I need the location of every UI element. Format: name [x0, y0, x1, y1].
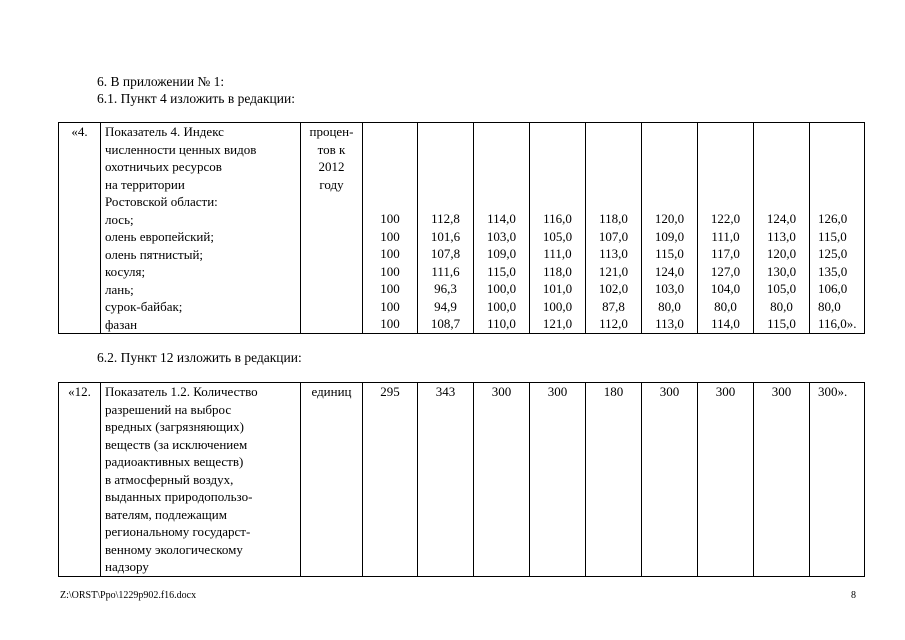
label-line: на территории: [105, 176, 185, 192]
value-text: 80,0: [658, 298, 681, 314]
value-column: [698, 123, 754, 334]
value-text: 100: [380, 228, 400, 244]
value-text: 100,0: [486, 298, 517, 314]
value-text: 87,8: [602, 298, 625, 314]
value-text: 105,0: [542, 228, 573, 244]
label-line: надзору: [105, 559, 149, 574]
value-text: 300».: [818, 384, 848, 399]
value-text: 111,0: [543, 246, 572, 261]
value-text: 295: [380, 384, 400, 399]
value-text: 180: [603, 384, 624, 399]
label-line: лань;: [105, 281, 134, 297]
value-text: 115,0: [818, 228, 847, 244]
value-cell: [642, 383, 698, 577]
value-cell: [698, 383, 754, 577]
value-block: [754, 123, 809, 333]
row-index-text: «12.: [68, 384, 91, 399]
value-text: 114,0: [487, 211, 516, 226]
value-text: 110,0: [487, 316, 516, 331]
value-text: 113,0: [655, 316, 684, 331]
value-text: 80,0: [714, 298, 737, 314]
value-text: 105,0: [766, 281, 797, 296]
value-text: 115,0: [487, 263, 516, 279]
value-text: 124,0: [766, 211, 797, 226]
value-text: 343: [435, 384, 456, 399]
value-text: 100: [380, 263, 400, 279]
value-column: [363, 123, 418, 334]
value-text: 114,0: [711, 316, 740, 331]
label-line: разрешений на выброс: [105, 401, 232, 417]
value-text: 113,0: [599, 246, 628, 261]
value-text: 127,0: [710, 263, 741, 279]
label-line: вредных (загрязняющих): [105, 419, 244, 434]
value-text: 96,3: [434, 281, 457, 296]
label-line: олень европейский;: [105, 229, 214, 244]
unit-cell: [301, 123, 363, 334]
value-column: [474, 123, 530, 334]
label-line: радиоактивных веществ): [105, 454, 244, 469]
unit-line: году: [319, 176, 344, 192]
value-block: [698, 123, 753, 333]
value-column: [754, 123, 810, 334]
value-text: 94,9: [434, 298, 457, 314]
value-text: 111,0: [711, 228, 740, 244]
value-cell: [363, 383, 418, 577]
table-row: [59, 123, 865, 334]
value-text: 101,0: [542, 281, 573, 296]
value-text: 100,0: [486, 281, 517, 296]
value-text: 108,7: [430, 316, 461, 331]
value-text: 100: [380, 298, 400, 314]
subsection-heading-6-1: 6.1. Пункт 4 изложить в редакции:: [97, 91, 295, 106]
value-text: 122,0: [710, 211, 741, 226]
value-text: 109,0: [654, 228, 685, 244]
value-text: 121,0: [542, 316, 573, 331]
value-block: [586, 123, 641, 333]
value-block: [818, 123, 864, 333]
value-text: 117,0: [711, 246, 740, 261]
value-text: 102,0: [598, 281, 629, 296]
unit-line: тов к: [317, 141, 346, 157]
value-text: 100: [380, 211, 400, 226]
value-column: [530, 123, 586, 334]
label-line: олень пятнистый;: [105, 246, 204, 262]
label-line: сурок-байбак;: [105, 299, 183, 314]
label-line: веществ (за исключением: [105, 436, 248, 452]
value-text: 107,0: [598, 228, 629, 244]
value-text: 120,0: [766, 246, 797, 261]
value-cell: [418, 383, 474, 577]
label-line: выданных природопользо-: [105, 489, 253, 504]
value-text: 104,0: [710, 281, 741, 296]
value-text: 100: [380, 246, 400, 261]
value-block: [363, 123, 417, 333]
value-text: 120,0: [654, 211, 685, 226]
value-text: 135,0: [818, 263, 848, 279]
value-text: 300: [491, 384, 512, 399]
value-text: 107,8: [430, 246, 461, 261]
label-line: охотничьих ресурсов: [105, 159, 222, 174]
footer-page-number: 8: [851, 590, 856, 601]
label-line: региональному государст-: [105, 524, 251, 539]
unit-line: процен-: [309, 124, 354, 139]
value-cell: [474, 383, 530, 577]
label-line: Показатель 4. Индекс: [105, 124, 224, 139]
section-heading: 6. В приложении № 1:: [97, 74, 225, 89]
value-text: 300: [771, 384, 792, 399]
value-text: 100: [380, 281, 400, 296]
label-line: Ростовской области:: [105, 194, 218, 209]
value-text: 101,6: [430, 228, 461, 244]
unit-line: 2012: [318, 159, 345, 174]
table-item-12: [58, 382, 865, 577]
value-cell: [586, 383, 642, 577]
value-text: 80,0: [818, 298, 841, 314]
label-line: численности ценных видов: [105, 141, 257, 157]
value-text: 118,0: [599, 211, 628, 226]
value-block: [418, 123, 473, 333]
footer-file-path: Z:\ORST\Ppo\1229p902.f16.docx: [60, 590, 197, 601]
label-line: фазан: [105, 316, 138, 332]
unit-cell: [301, 383, 363, 577]
value-text: 124,0: [654, 263, 685, 279]
value-text: 118,0: [543, 263, 572, 279]
unit-text: единиц: [311, 384, 352, 399]
row-index: [59, 383, 101, 577]
subsection-heading-6-2: 6.2. Пункт 12 изложить в редакции:: [97, 350, 302, 365]
table-item-4: [58, 122, 865, 334]
label-line: вателям, подлежащим: [105, 506, 227, 522]
value-text: 109,0: [486, 246, 517, 261]
value-text: 113,0: [767, 228, 796, 244]
value-text: 112,0: [599, 316, 628, 331]
row-index-text: «4.: [71, 124, 88, 139]
value-column: [586, 123, 642, 334]
value-block: [530, 123, 585, 333]
value-text: 100: [380, 316, 400, 331]
value-column: [810, 123, 865, 334]
value-text: 106,0: [818, 281, 848, 296]
value-text: 112,8: [431, 211, 460, 226]
value-text: 300: [715, 384, 736, 399]
value-text: 103,0: [654, 281, 685, 296]
label-line: лось;: [105, 211, 134, 227]
value-text: 300: [547, 384, 568, 399]
value-cell: [810, 383, 865, 577]
indicator-label: [101, 383, 301, 577]
value-text: 121,0: [598, 263, 629, 279]
label-line: венному экологическому: [105, 541, 243, 557]
value-block: [474, 123, 529, 333]
value-block: [642, 123, 697, 333]
value-cell: [530, 383, 586, 577]
table-row: [59, 383, 865, 577]
row-index: [59, 123, 101, 334]
value-text: 111,6: [431, 263, 460, 279]
value-text: 130,0: [766, 263, 797, 279]
value-text: 103,0: [486, 228, 517, 244]
indicator-label: [101, 123, 301, 334]
value-text: 80,0: [770, 298, 793, 314]
label-line: Показатель 1.2. Количество: [105, 384, 258, 399]
value-text: 115,0: [655, 246, 684, 261]
label-line: косуля;: [105, 264, 146, 279]
value-column: [418, 123, 474, 334]
value-text: 125,0: [818, 246, 848, 261]
value-text: 300: [659, 384, 680, 399]
value-text: 115,0: [767, 316, 796, 331]
value-text: 116,0: [543, 211, 572, 226]
value-text: 100,0: [542, 298, 573, 314]
value-cell: [754, 383, 810, 577]
value-text: 126,0: [818, 211, 848, 226]
value-column: [642, 123, 698, 334]
label-line: в атмосферный воздух,: [105, 471, 234, 487]
value-text: 116,0».: [818, 316, 857, 331]
